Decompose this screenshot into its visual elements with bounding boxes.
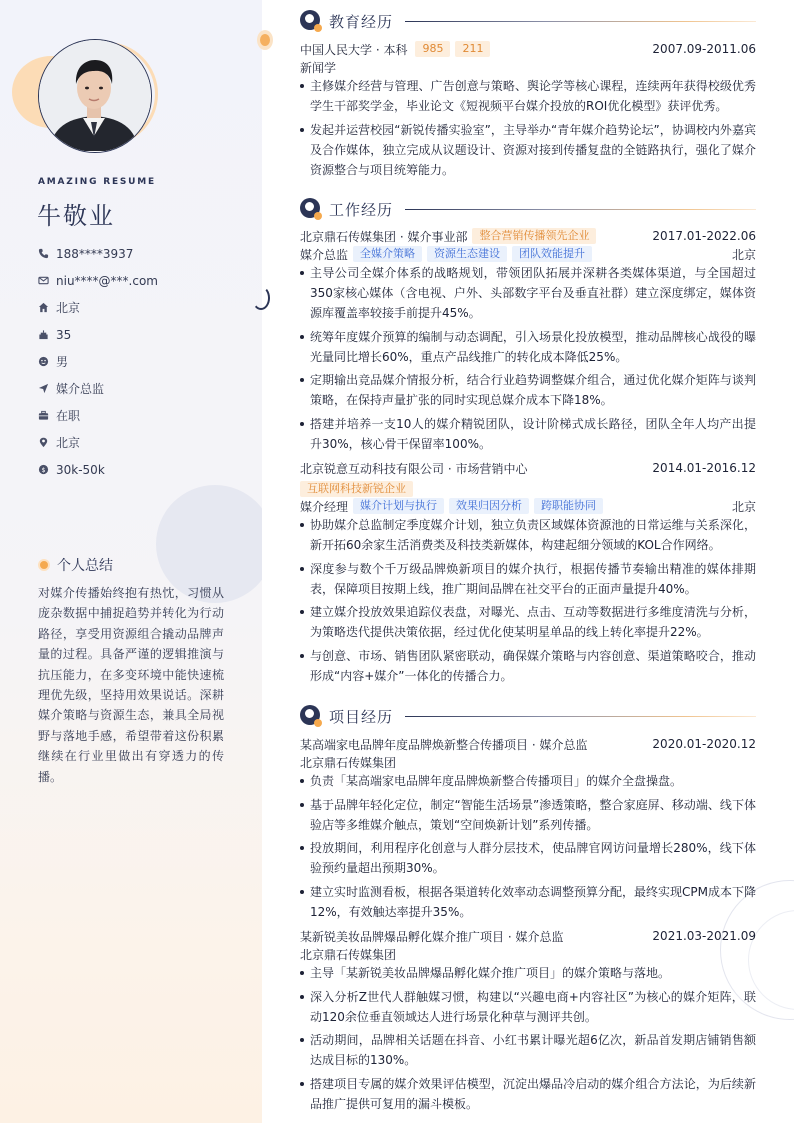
contact-info-list xyxy=(38,240,158,483)
list-item: 搭建并培养一支10人的媒介精锐团队，设计阶梯式成长路径，团队全年人均产出提升30%，核心骨干保留率100%。 xyxy=(300,414,756,454)
phone-text: 188****3937 xyxy=(56,246,134,261)
job-city: 北京 xyxy=(731,247,756,262)
avatar xyxy=(38,39,152,153)
send-icon xyxy=(38,383,56,394)
job-role: 媒介总监 xyxy=(300,247,349,262)
list-item: 主导公司全媒介体系的战略规划，带领团队拓展并深耕各类媒体渠道，与全国超过350家核心媒体（含电视、户外、头部数字平台及垂直社群）建立深度绑定，媒体资源库覆盖率较接手前提升45%。 xyxy=(300,263,756,323)
projects-title: 项目经历 xyxy=(329,707,394,726)
status-text: 在职 xyxy=(56,409,81,423)
job-date: 2017.01-2022.06 xyxy=(652,229,756,243)
education-bullets xyxy=(300,76,756,183)
project-org: 北京鼎石传媒集团 xyxy=(300,947,397,962)
project-date: 2021.03-2021.09 xyxy=(652,929,756,943)
list-item: 发起并运营校园“新锐传播实验室”，主导举办“青年媒介趋势论坛”，协调校内外嘉宾及合作媒体，独立完成从议题设计、资源对接到传播复盘的全链路执行，强化了媒介资源整合与项目统筹能力。 xyxy=(300,120,756,180)
list-item: 建立媒介投放效果追踪仪表盘，对曝光、点击、互动等数据进行多维度清洗与分析，为策略迭代提供决策依据，经过优化使某明星单品的线上转化率提升22%。 xyxy=(300,602,756,642)
decor-edge-arc xyxy=(252,286,270,310)
company-tag-row xyxy=(300,480,756,498)
avatar-portrait xyxy=(39,40,150,151)
list-item: 投放期间，利用程序化创意与人群分层技术，使品牌官网访问量增长280%，线下体验预约量超出预期30%。 xyxy=(300,838,756,878)
project-date: 2020.01-2020.12 xyxy=(652,737,756,751)
info-age xyxy=(38,321,158,348)
info-phone xyxy=(38,240,158,267)
location-pin-icon xyxy=(38,437,56,448)
list-item: 深度参与数个千万级品牌焕新项目的媒介执行，根据传播节奏输出精准的媒体排期表，保障项目按期上线，推广期间品牌在社交平台的正面声量提升40%。 xyxy=(300,559,756,599)
salary-icon xyxy=(38,464,56,475)
skill-tag: 效果归因分析 xyxy=(449,498,529,514)
gender-icon xyxy=(38,356,56,367)
cake-icon xyxy=(38,329,56,340)
candidate-name: 牛敬业 xyxy=(37,202,115,230)
job-role-row xyxy=(300,497,756,515)
education-major-row xyxy=(300,58,756,76)
job-company: 北京锐意互动科技有限公司 · 市场营销中心 xyxy=(300,461,528,476)
school-tag: 985 xyxy=(415,41,450,57)
gender-text: 男 xyxy=(56,355,69,369)
job-date: 2014.01-2016.12 xyxy=(652,461,756,475)
list-item: 搭建项目专属的媒介效果评估模型，沉淀出爆品冷启动的媒介组合方法论，为后续新品推广提供可复用的漏斗模板。 xyxy=(300,1074,756,1114)
job-header xyxy=(300,459,756,477)
resume-tagline: AMAZING RESUME xyxy=(38,177,156,187)
sidebar xyxy=(0,0,262,1123)
job-header xyxy=(300,227,756,245)
skill-tag: 全媒介策略 xyxy=(353,246,422,262)
list-item: 基于品牌年轻化定位，制定“智能生活场景”渗透策略，整合家庭屏、移动端、线下体验店等多维媒介触点，策划“空间焕新计划”系列传播。 xyxy=(300,795,756,835)
project-org-row xyxy=(300,753,756,771)
info-status xyxy=(38,402,158,429)
project-bullets xyxy=(300,771,756,925)
school-name: 中国人民大学 · 本科 xyxy=(300,42,408,57)
section-divider xyxy=(405,21,756,22)
project-org-row xyxy=(300,945,756,963)
skill-tag: 媒介计划与执行 xyxy=(353,498,444,514)
job-city: 北京 xyxy=(731,499,756,514)
list-item: 深入分析Z世代人群触媒习惯，构建以“兴趣电商+内容社区”为核心的媒介矩阵，联动120余位垂直领域达人进行场景化种草与测评共创。 xyxy=(300,987,756,1027)
list-item: 主修媒介经营与管理、广告创意与策略、舆论学等核心课程，连续两年获得校级优秀学生干部奖学金，毕业论文《短视频平台媒介投放的ROI优化模型》获评优秀。 xyxy=(300,76,756,116)
phone-icon xyxy=(38,248,56,259)
list-item: 主导「某新锐美妆品牌爆品孵化媒介推广项目」的媒介策略与落地。 xyxy=(300,963,756,983)
list-item: 建立实时监测看板，根据各渠道转化效率动态调整预算分配，最终实现CPM成本下降12%，有效触达率提升35%。 xyxy=(300,882,756,922)
section-divider xyxy=(405,716,756,717)
school-tag: 211 xyxy=(455,41,490,57)
info-gender xyxy=(38,348,158,375)
company-tag: 整合营销传播领先企业 xyxy=(472,228,596,244)
mail-icon xyxy=(38,275,56,286)
list-item: 与创意、市场、销售团队紧密联动，确保媒介策略与内容创意、渠道策略咬合，推动形成“内容+媒介”一体化的传播合力。 xyxy=(300,646,756,686)
summary-title: 个人总结 xyxy=(57,558,113,574)
project-name: 某新锐美妆品牌爆品孵化媒介推广项目 · 媒介总监 xyxy=(300,929,564,944)
project-bullets xyxy=(300,963,756,1117)
age-text: 35 xyxy=(56,327,72,342)
work-section-title xyxy=(300,198,756,220)
location-text: 北京 xyxy=(56,436,81,450)
education-section-title xyxy=(300,10,756,32)
list-item: 负责「某高端家电品牌年度品牌焕新整合传播项目」的媒介全盘操盘。 xyxy=(300,771,756,791)
major: 新闻学 xyxy=(300,60,337,75)
skill-tag: 资源生态建设 xyxy=(427,246,507,262)
section-badge-icon xyxy=(300,198,322,220)
section-badge-icon xyxy=(300,10,322,32)
project-header xyxy=(300,735,756,753)
summary-heading xyxy=(38,555,113,575)
info-position xyxy=(38,375,158,402)
home-icon xyxy=(38,302,56,313)
job-role-row xyxy=(300,245,756,263)
skill-tag: 跨职能协同 xyxy=(534,498,603,514)
email-text: niu****@***.com xyxy=(56,273,158,288)
briefcase-icon xyxy=(38,410,56,421)
project-name: 某高端家电品牌年度品牌焕新整合传播项目 · 媒介总监 xyxy=(300,737,588,752)
svg-text:$: $ xyxy=(41,465,46,474)
info-location xyxy=(38,429,158,456)
education-title: 教育经历 xyxy=(329,12,394,31)
section-badge-icon xyxy=(300,705,322,727)
work-title: 工作经历 xyxy=(329,200,394,219)
list-item: 定期输出竞品媒介情报分析，结合行业趋势调整媒介组合，通过优化媒介矩阵与谈判策略，在保持声量扩张的同时实现总媒介成本下降18%。 xyxy=(300,370,756,410)
list-item: 活动期间，品牌相关话题在抖音、小红书累计曝光超6亿次，新品首发期店铺销售额达成目标的130%。 xyxy=(300,1030,756,1070)
position-text: 媒介总监 xyxy=(56,382,105,396)
job-role: 媒介经理 xyxy=(300,499,349,514)
list-item: 协助媒介总监制定季度媒介计划，独立负责区域媒体资源池的日常运维与关系深化，新开拓60余家生活消费类及科技类新媒体，构建起细分领域的KOL合作网络。 xyxy=(300,515,756,555)
skill-tag: 团队效能提升 xyxy=(512,246,592,262)
job-bullets xyxy=(300,263,756,457)
salary-text: 30k-50k xyxy=(56,462,105,477)
education-header xyxy=(300,40,756,58)
job-company: 北京鼎石传媒集团 · 媒介事业部 xyxy=(300,229,468,244)
list-item: 统筹年度媒介预算的编制与动态调配，引入场景化投放模型，推动品牌核心战役的曝光量同比增长60%，重点产品线推广的转化成本降低25%。 xyxy=(300,327,756,367)
summary-dot-icon xyxy=(38,559,50,571)
job-bullets xyxy=(300,515,756,689)
home-city-text: 北京 xyxy=(56,301,81,315)
project-org: 北京鼎石传媒集团 xyxy=(300,755,397,770)
info-email xyxy=(38,267,158,294)
section-divider xyxy=(405,209,756,210)
projects-section-title xyxy=(300,705,756,727)
decor-edge-dot xyxy=(257,30,273,50)
project-header xyxy=(300,927,756,945)
company-tag: 互联网科技新锐企业 xyxy=(300,481,413,497)
education-date: 2007.09-2011.06 xyxy=(652,42,756,56)
summary-text: 对媒介传播始终抱有热忱，习惯从庞杂数据中捕捉趋势并转化为行动路径，享受用资源组合撬动品牌声量的过程。具备严谨的逻辑推演与抗压能力，在多变环境中能快速梳理优先级，坚持用效果说话。深耕媒介策略与资源生态，兼具全局视野与落地手感，希望带着这份积累继续在行业里做出有穿透力的传播。 xyxy=(38,586,224,784)
info-home xyxy=(38,294,158,321)
info-salary xyxy=(38,456,158,483)
